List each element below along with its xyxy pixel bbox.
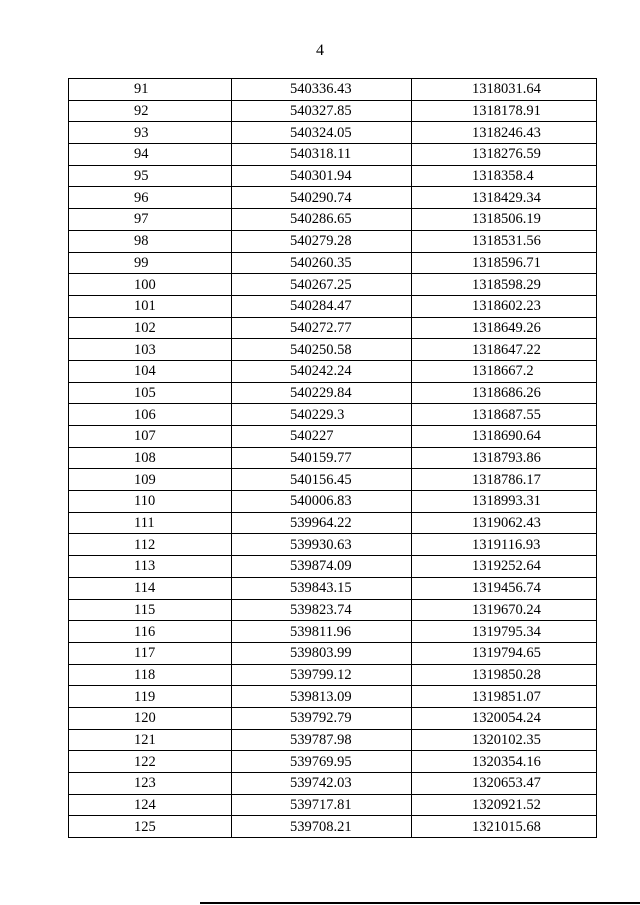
x-coordinate-cell: 540006.83 [232, 491, 412, 513]
y-coordinate-cell: 1319851.07 [412, 686, 597, 708]
table-row [69, 664, 597, 686]
x-coordinate-cell: 539930.63 [232, 534, 412, 556]
x-coordinate-cell: 540272.77 [232, 317, 412, 339]
table-row [69, 79, 597, 101]
table-row [69, 599, 597, 621]
point-number-cell: 93 [69, 122, 232, 144]
point-number-cell: 109 [69, 469, 232, 491]
y-coordinate-cell: 1320921.52 [412, 794, 597, 816]
y-coordinate-cell: 1319116.93 [412, 534, 597, 556]
y-coordinate-cell: 1318276.59 [412, 144, 597, 166]
x-coordinate-cell: 540159.77 [232, 447, 412, 469]
point-number-cell: 120 [69, 707, 232, 729]
x-coordinate-cell: 540156.45 [232, 469, 412, 491]
y-coordinate-cell: 1318793.86 [412, 447, 597, 469]
table-row [69, 317, 597, 339]
x-coordinate-cell: 539843.15 [232, 577, 412, 599]
point-number-cell: 123 [69, 773, 232, 795]
x-coordinate-cell: 539792.79 [232, 707, 412, 729]
point-number-cell: 115 [69, 599, 232, 621]
table-row [69, 360, 597, 382]
y-coordinate-cell: 1319062.43 [412, 512, 597, 534]
table-row [69, 469, 597, 491]
point-number-cell: 103 [69, 339, 232, 361]
x-coordinate-cell: 540242.24 [232, 360, 412, 382]
y-coordinate-cell: 1318647.22 [412, 339, 597, 361]
table-row [69, 512, 597, 534]
y-coordinate-cell: 1318602.23 [412, 295, 597, 317]
y-coordinate-cell: 1320102.35 [412, 729, 597, 751]
y-coordinate-cell: 1318031.64 [412, 79, 597, 101]
point-number-cell: 107 [69, 426, 232, 448]
x-coordinate-cell: 540301.94 [232, 165, 412, 187]
y-coordinate-cell: 1319850.28 [412, 664, 597, 686]
x-coordinate-cell: 540290.74 [232, 187, 412, 209]
x-coordinate-cell: 540279.28 [232, 230, 412, 252]
point-number-cell: 104 [69, 360, 232, 382]
x-coordinate-cell: 539742.03 [232, 773, 412, 795]
table-row [69, 707, 597, 729]
table-row [69, 122, 597, 144]
table-row [69, 447, 597, 469]
y-coordinate-cell: 1319795.34 [412, 621, 597, 643]
x-coordinate-cell: 539813.09 [232, 686, 412, 708]
point-number-cell: 119 [69, 686, 232, 708]
y-coordinate-cell: 1318596.71 [412, 252, 597, 274]
y-coordinate-cell: 1319252.64 [412, 556, 597, 578]
point-number-cell: 118 [69, 664, 232, 686]
page-number: 4 [316, 42, 324, 59]
point-number-cell: 110 [69, 491, 232, 513]
x-coordinate-cell: 539803.99 [232, 642, 412, 664]
x-coordinate-cell: 539811.96 [232, 621, 412, 643]
table-row [69, 252, 597, 274]
point-number-cell: 98 [69, 230, 232, 252]
table-row [69, 577, 597, 599]
x-coordinate-cell: 540267.25 [232, 274, 412, 296]
point-number-cell: 112 [69, 534, 232, 556]
point-number-cell: 100 [69, 274, 232, 296]
table-row [69, 382, 597, 404]
x-coordinate-cell: 540327.85 [232, 100, 412, 122]
table-row [69, 556, 597, 578]
table-row [69, 491, 597, 513]
point-number-cell: 113 [69, 556, 232, 578]
table-row [69, 295, 597, 317]
table-row [69, 534, 597, 556]
x-coordinate-cell: 539787.98 [232, 729, 412, 751]
x-coordinate-cell: 540229.84 [232, 382, 412, 404]
y-coordinate-cell: 1318598.29 [412, 274, 597, 296]
point-number-cell: 117 [69, 642, 232, 664]
point-number-cell: 108 [69, 447, 232, 469]
table-row [69, 773, 597, 795]
y-coordinate-cell: 1318649.26 [412, 317, 597, 339]
y-coordinate-cell: 1318687.55 [412, 404, 597, 426]
x-coordinate-cell: 540284.47 [232, 295, 412, 317]
x-coordinate-cell: 540286.65 [232, 209, 412, 231]
table-row [69, 729, 597, 751]
bottom-rule [200, 902, 640, 904]
y-coordinate-cell: 1319456.74 [412, 577, 597, 599]
coordinates-table-body [69, 79, 597, 838]
y-coordinate-cell: 1319794.65 [412, 642, 597, 664]
x-coordinate-cell: 540250.58 [232, 339, 412, 361]
x-coordinate-cell: 539717.81 [232, 794, 412, 816]
x-coordinate-cell: 539708.21 [232, 816, 412, 838]
table-row [69, 274, 597, 296]
point-number-cell: 92 [69, 100, 232, 122]
point-number-cell: 101 [69, 295, 232, 317]
point-number-cell: 105 [69, 382, 232, 404]
y-coordinate-cell: 1320653.47 [412, 773, 597, 795]
table-row [69, 642, 597, 664]
y-coordinate-cell: 1320354.16 [412, 751, 597, 773]
y-coordinate-cell: 1318429.34 [412, 187, 597, 209]
table-row [69, 187, 597, 209]
point-number-cell: 102 [69, 317, 232, 339]
y-coordinate-cell: 1318686.26 [412, 382, 597, 404]
point-number-cell: 96 [69, 187, 232, 209]
table-row [69, 816, 597, 838]
y-coordinate-cell: 1318506.19 [412, 209, 597, 231]
coordinates-table [68, 78, 597, 838]
y-coordinate-cell: 1319670.24 [412, 599, 597, 621]
point-number-cell: 97 [69, 209, 232, 231]
y-coordinate-cell: 1318246.43 [412, 122, 597, 144]
y-coordinate-cell: 1318178.91 [412, 100, 597, 122]
y-coordinate-cell: 1318786.17 [412, 469, 597, 491]
point-number-cell: 99 [69, 252, 232, 274]
point-number-cell: 95 [69, 165, 232, 187]
x-coordinate-cell: 539874.09 [232, 556, 412, 578]
table-row [69, 426, 597, 448]
y-coordinate-cell: 1318993.31 [412, 491, 597, 513]
x-coordinate-cell: 540229.3 [232, 404, 412, 426]
table-row [69, 144, 597, 166]
y-coordinate-cell: 1318358.4 [412, 165, 597, 187]
point-number-cell: 116 [69, 621, 232, 643]
x-coordinate-cell: 540318.11 [232, 144, 412, 166]
x-coordinate-cell: 540336.43 [232, 79, 412, 101]
table-row [69, 794, 597, 816]
point-number-cell: 121 [69, 729, 232, 751]
table-row [69, 209, 597, 231]
point-number-cell: 122 [69, 751, 232, 773]
table-row [69, 404, 597, 426]
y-coordinate-cell: 1320054.24 [412, 707, 597, 729]
x-coordinate-cell: 539799.12 [232, 664, 412, 686]
x-coordinate-cell: 539964.22 [232, 512, 412, 534]
point-number-cell: 111 [69, 512, 232, 534]
x-coordinate-cell: 540227 [232, 426, 412, 448]
y-coordinate-cell: 1318690.64 [412, 426, 597, 448]
table-row [69, 339, 597, 361]
table-row [69, 621, 597, 643]
table-row [69, 686, 597, 708]
y-coordinate-cell: 1321015.68 [412, 816, 597, 838]
table-row [69, 165, 597, 187]
x-coordinate-cell: 539769.95 [232, 751, 412, 773]
point-number-cell: 91 [69, 79, 232, 101]
y-coordinate-cell: 1318531.56 [412, 230, 597, 252]
point-number-cell: 106 [69, 404, 232, 426]
table-row [69, 230, 597, 252]
point-number-cell: 114 [69, 577, 232, 599]
point-number-cell: 94 [69, 144, 232, 166]
x-coordinate-cell: 540324.05 [232, 122, 412, 144]
y-coordinate-cell: 1318667.2 [412, 360, 597, 382]
table-row [69, 751, 597, 773]
x-coordinate-cell: 539823.74 [232, 599, 412, 621]
point-number-cell: 125 [69, 816, 232, 838]
table-row [69, 100, 597, 122]
x-coordinate-cell: 540260.35 [232, 252, 412, 274]
point-number-cell: 124 [69, 794, 232, 816]
